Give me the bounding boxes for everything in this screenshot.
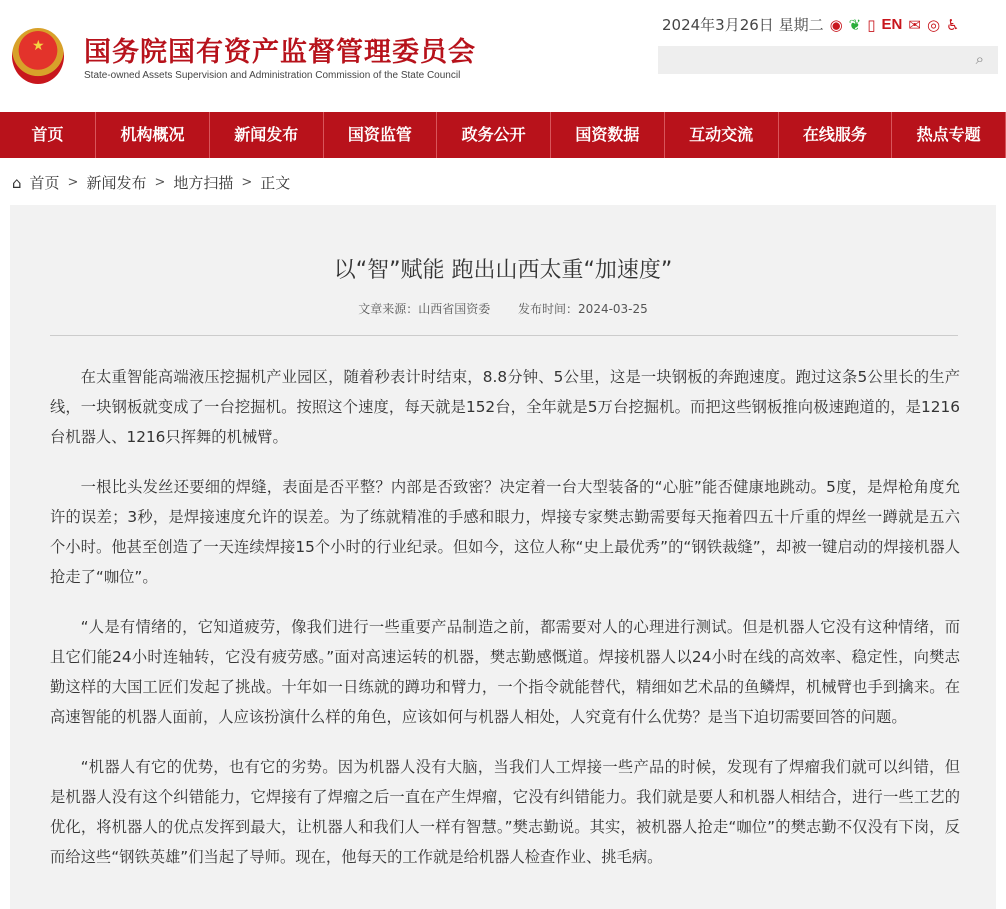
article-body	[50, 362, 960, 892]
mobile-icon[interactable]: ▯	[867, 15, 876, 34]
nav-organization[interactable]: 机构概况	[96, 112, 210, 158]
article-paragraph: “人是有情绪的，它知道疲劳，像我们进行一些重要产品制造之前，都需要对人的心理进行测试。但是机器人它没有这种情绪，而且它们能24小时连轴转，它没有疲劳感。”面对高速运转的机器，樊志勤感慨道。焊接机器人以24小时在线的高效率、稳定性，向樊志勤这样的大国工匠们发起了挑战。十年如一日练就的蹲功和臂力，一个指令就能替代，精细如艺术品的鱼鳞焊，机械臂也手到擒来。在高速智能的机器人面前，人应该扮演什么样的角色，应该如何与机器人相处，人究竟有什么优势？是当下迫切需要回答的问题。	[50, 618, 960, 726]
help-icon[interactable]: ◎	[926, 15, 941, 34]
nav-data[interactable]: 国资数据	[551, 112, 665, 158]
accessibility-icon[interactable]: ♿	[946, 15, 960, 34]
article-date: 发布时间：2024-03-25	[518, 302, 648, 316]
site-subtitle: State-owned Assets Supervision and Administration Commission of the State Council	[84, 70, 461, 81]
nav-home[interactable]: 首页	[0, 112, 96, 158]
nav-interaction[interactable]: 互动交流	[665, 112, 779, 158]
nav-online-service[interactable]: 在线服务	[779, 112, 893, 158]
search-input[interactable]	[658, 46, 998, 74]
english-link[interactable]: EN	[881, 16, 903, 33]
site-header	[0, 0, 1006, 112]
article-paragraph: 在太重智能高端液压挖掘机产业园区，随着秒表计时结束，8.8分钟、5公里，这是一块钢板的奔跑速度。跑过这条5公里长的生产线，一块钢板就变成了一台挖掘机。按照这个速度，每天就是152台，全年就是5万台挖掘机。而把这些钢板推向极速跑道的，是1216台机器人、1216只挥舞的机械臂。	[50, 368, 960, 446]
article-meta	[10, 300, 996, 317]
current-date: 2024年3月26日 星期二	[662, 16, 824, 34]
breadcrumb-separator: >	[241, 175, 253, 190]
emblem-star-icon: ★	[32, 38, 45, 54]
article-container	[10, 205, 996, 909]
site-title[interactable]: 国务院国有资产监督管理委员会	[84, 37, 476, 68]
article-source: 文章来源：山西省国资委	[358, 302, 491, 316]
main-nav	[0, 112, 1006, 158]
article-paragraph: 一根比头发丝还要细的焊缝，表面是否平整？内部是否致密？决定着一台大型装备的“心脏”能否健康地跳动。5度，是焊枪角度允许的误差；3秒，是焊接速度允许的误差。为了练就精准的手感和眼力，焊接专家樊志勤需要每天拖着四五十斤重的焊丝一蹲就是五六个小时。他甚至创造了一天连续焊接15个小时的行业纪录。但如今，这位人称“史上最优秀”的“钢铁裁缝”，却被一键启动的焊接机器人抢走了“咖位”。	[50, 478, 960, 586]
top-toolbar	[662, 14, 959, 35]
nav-supervision[interactable]: 国资监管	[324, 112, 438, 158]
article-title: 以“智”赋能 跑出山西太重“加速度”	[333, 258, 673, 283]
nav-topics[interactable]: 热点专题	[892, 112, 1006, 158]
article-paragraph: “机器人有它的优势，也有它的劣势。因为机器人没有大脑，当我们人工焊接一些产品的时候，发现有了焊瘤我们就可以纠错，但是机器人没有这个纠错能力，它焊接有了焊瘤之后一直在产生焊瘤，它没有纠错能力。我们就是要人和机器人相结合，进行一些工艺的优化，将机器人的优点发挥到最大，让机器人和我们人一样有智慧。”樊志勤说。其实，被机器人抢走“咖位”的樊志勤不仅没有下岗，反而给这些“钢铁英雄”们当起了导师。现在，他每天的工作就是给机器人检查作业、挑毛病。	[50, 758, 960, 866]
search-icon[interactable]: ⌕	[975, 50, 984, 68]
nav-gov-affairs[interactable]: 政务公开	[437, 112, 551, 158]
divider	[50, 335, 958, 336]
home-icon: ⌂	[12, 173, 22, 192]
mail-icon[interactable]: ✉	[908, 15, 921, 34]
breadcrumb-home[interactable]: 首页	[29, 174, 60, 192]
weibo-icon[interactable]: ◉	[829, 15, 843, 34]
nav-news[interactable]: 新闻发布	[210, 112, 324, 158]
breadcrumb-separator: >	[154, 175, 166, 190]
wechat-icon[interactable]: ❦	[848, 15, 862, 34]
national-emblem-logo[interactable]	[12, 28, 64, 84]
breadcrumb-local[interactable]: 地方扫描	[173, 174, 234, 192]
breadcrumb-news[interactable]: 新闻发布	[86, 174, 147, 192]
breadcrumb	[12, 172, 290, 193]
breadcrumb-separator: >	[67, 175, 79, 190]
breadcrumb-current: 正文	[260, 174, 291, 192]
